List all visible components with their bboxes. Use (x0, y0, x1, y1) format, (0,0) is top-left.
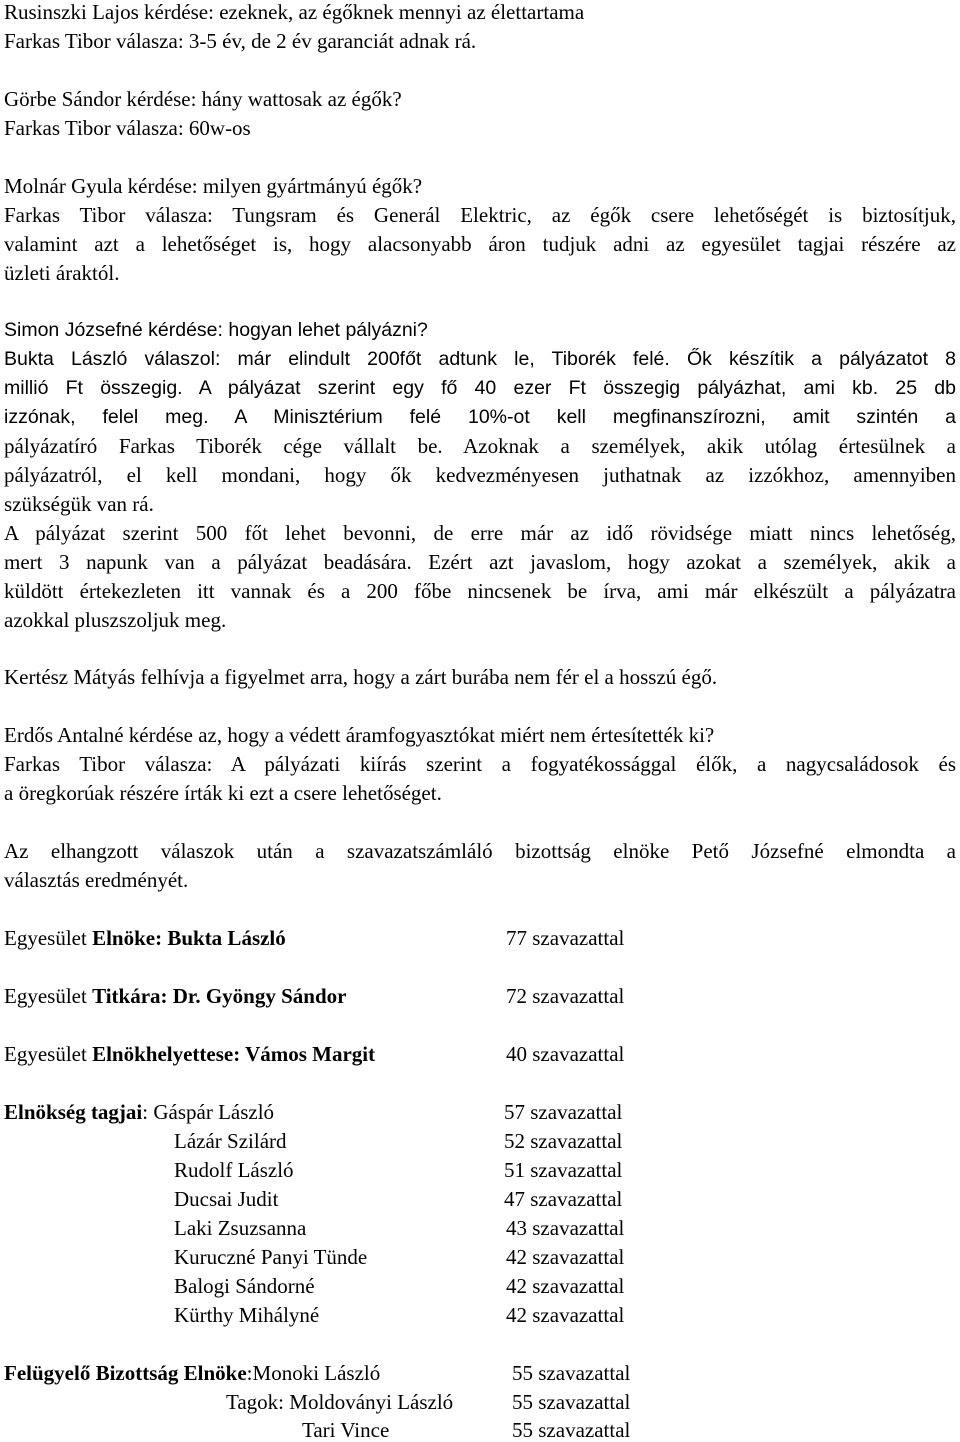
text-line: Az elhangzott válaszok után a szavazatszámláló bizottság elnöke Pető Józsefné elmondta a (4, 839, 956, 863)
text-line: pályázatról, el kell mondani, hogy ők kedvezményesen juthatnak az izzókhoz, amennyiben (4, 463, 956, 487)
text-line: Simon Józsefné kérdése: hogyan lehet pályázni? (4, 319, 428, 341)
text-line: Rusinszki Lajos kérdése: ezeknek, az égőknek mennyi az élettartama (4, 0, 585, 24)
officer-role: Egyesület Titkára: Dr. Gyöngy Sándor (4, 984, 347, 1008)
board-votes: 43 szavazattal (506, 1216, 625, 1240)
board-votes: 51 szavazattal (504, 1158, 623, 1182)
board-member: Lázár Szilárd (174, 1129, 287, 1153)
board-votes: 47 szavazattal (504, 1187, 623, 1211)
text-line: Molnár Gyula kérdése: milyen gyártmányú égők? (4, 174, 423, 198)
text-line: választás eredményét. (4, 868, 189, 892)
board-member: Ducsai Judit (174, 1187, 279, 1211)
text-line: Farkas Tibor válasza: 3-5 év, de 2 év garanciát adnak rá. (4, 29, 477, 53)
supervisory-votes: 55 szavazattal (512, 1418, 631, 1442)
board-member: Balogi Sándorné (174, 1274, 315, 1298)
text-line: Görbe Sándor kérdése: hány wattosak az égők? (4, 87, 402, 111)
board-member: Kürthy Mihályné (174, 1303, 320, 1327)
text-line: Farkas Tibor válasza: 60w-os (4, 116, 251, 140)
officer-votes: 77 szavazattal (506, 926, 625, 950)
supervisory-member: Tagok: Moldoványi László (226, 1390, 454, 1414)
supervisory-member: Tari Vince (302, 1418, 390, 1442)
board-label: Elnökség tagjai: Gáspár László (4, 1100, 275, 1124)
officer-votes: 72 szavazattal (506, 984, 625, 1008)
text-line: Kertész Mátyás felhívja a figyelmet arra, hogy a zárt burába nem fér el a hosszú égő. (4, 665, 718, 689)
text-line: szükségük van rá. (4, 492, 154, 516)
officer-votes: 40 szavazattal (506, 1042, 625, 1066)
text-line: Farkas Tibor válasza: Tungsram és Generál Elektric, az égők csere lehetőségét is biztosítjuk, (4, 203, 956, 227)
supervisory-votes: 55 szavazattal (512, 1390, 631, 1414)
text-line: küldött értekezleten itt vannak és a 200 főbe nincsenek be írva, ami már elkészült a pályázatra (4, 579, 956, 603)
board-member: Laki Zsuzsanna (174, 1216, 307, 1240)
board-votes: 42 szavazattal (506, 1274, 625, 1298)
board-votes: 57 szavazattal (504, 1100, 623, 1124)
text-line: pályázatíró Farkas Tiborék cége vállalt be. Azoknak a személyek, akik utólag értesülnek a (4, 434, 956, 458)
text-line: Bukta László válaszol: már elindult 200főt adtunk le, Tiborék felé. Ők készítik a pályázatot 8 (4, 348, 956, 370)
board-member: Kuruczné Panyi Tünde (174, 1245, 368, 1269)
text-line: üzleti áraktól. (4, 261, 120, 285)
supervisory-votes: 55 szavazattal (512, 1361, 631, 1385)
supervisory-chair: Felügyelő Bizottság Elnöke:Monoki László (4, 1361, 381, 1385)
text-line: millió Ft összegig. A pályázat szerint egy fő 40 ezer Ft összegig pályázhat, ami kb. 25 db (4, 377, 956, 399)
text-line: mert 3 napunk van a pályázat beadására. Ezért azt javaslom, hogy azokat a személyek, akik a (4, 550, 956, 574)
text-line: Farkas Tibor válasza: A pályázati kiírás szerint a fogyatékossággal élők, a nagycsaládosok és (4, 752, 956, 776)
text-line: Erdős Antalné kérdése az, hogy a védett áramfogyasztókat miért nem értesítették ki? (4, 723, 715, 747)
text-line: azokkal pluszszoljuk meg. (4, 608, 227, 632)
board-votes: 42 szavazattal (506, 1303, 625, 1327)
text-line: izzónak, felel meg. A Minisztérium felé 10%-ot kell megfinanszírozni, amit szintén a (4, 406, 956, 428)
board-votes: 42 szavazattal (506, 1245, 625, 1269)
board-member: Rudolf László (174, 1158, 294, 1182)
text-line: valamint azt a lehetőséget is, hogy alacsonyabb áron tudjuk adni az egyesület tagjai részére az (4, 232, 956, 256)
text-line: A pályázat szerint 500 főt lehet bevonni, de erre már az idő rövidsége miatt nincs lehetőség, (4, 521, 956, 545)
officer-role: Egyesület Elnöke: Bukta László (4, 926, 286, 950)
board-votes: 52 szavazattal (504, 1129, 623, 1153)
officer-role: Egyesület Elnökhelyettese: Vámos Margit (4, 1042, 376, 1066)
text-line: a öregkorúak részére írták ki ezt a csere lehetőséget. (4, 781, 442, 805)
